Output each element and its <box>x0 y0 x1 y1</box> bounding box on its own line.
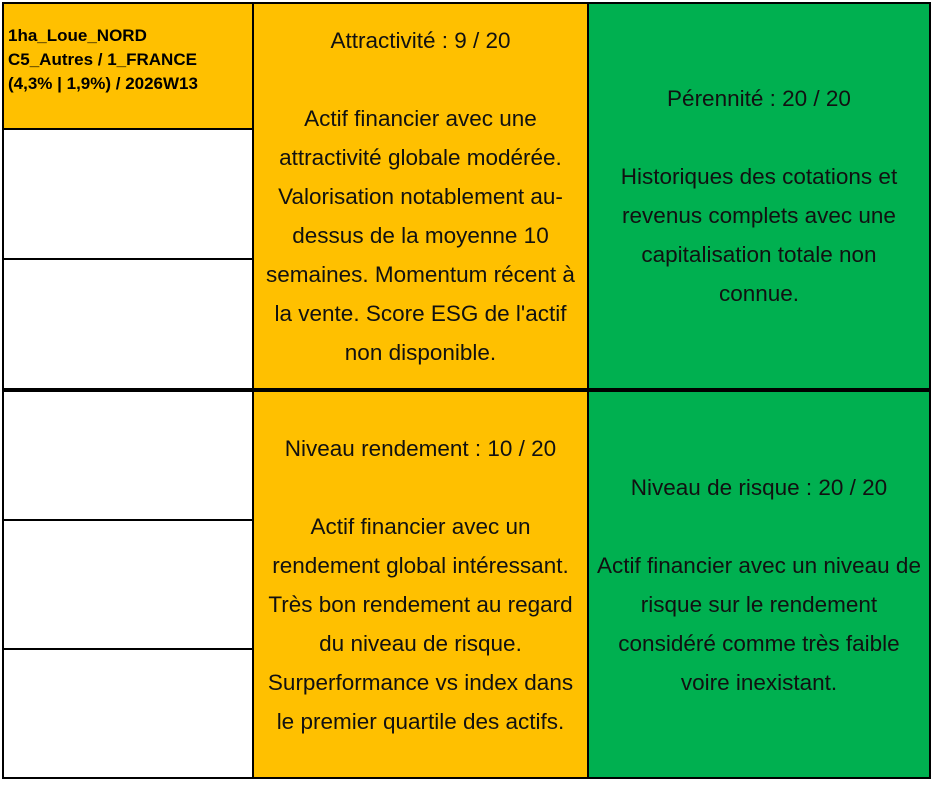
asset-name: 1ha_Loue_NORD <box>8 26 147 45</box>
perennite-title: Pérennité : 20 / 20 <box>667 86 851 111</box>
asset-category: C5_Autres / 1_FRANCE <box>8 50 197 69</box>
asset-stats: (4,3% | 1,9%) / 2026W13 <box>8 74 198 93</box>
perennite-cell <box>587 2 931 390</box>
risque-cell <box>587 390 931 779</box>
empty-cell <box>2 258 254 390</box>
empty-cell <box>2 648 254 779</box>
perennite-description: Historiques des cotations et revenus complets avec une capitalisation totale non connue. <box>620 164 898 306</box>
attractivite-title: Attractivité : 9 / 20 <box>330 27 511 53</box>
rendement-description: Actif financier avec un rendement global intéressant. Très bon rendement au regard du niveau de risque. Surperformance vs index dans le premier quartile des actifs. <box>267 513 574 734</box>
empty-cell <box>2 519 254 650</box>
risque-description: Actif financier avec un niveau de risque sur le rendement considéré comme très faible voire inexistant. <box>597 552 921 695</box>
asset-header-cell <box>2 2 254 130</box>
empty-cell <box>2 390 254 521</box>
risque-title: Niveau de risque : 20 / 20 <box>630 474 888 500</box>
empty-cell <box>2 128 254 260</box>
rendement-cell <box>252 390 589 779</box>
attractivite-cell <box>252 2 589 390</box>
attractivite-description: Actif financier avec une attractivité globale modérée. Valorisation notablement au- dessus de la moyenne 10 semaines. Momentum récent à la vente. Score ESG de l'actif non disponible. <box>266 105 575 365</box>
rendement-title: Niveau rendement : 10 / 20 <box>284 435 557 461</box>
